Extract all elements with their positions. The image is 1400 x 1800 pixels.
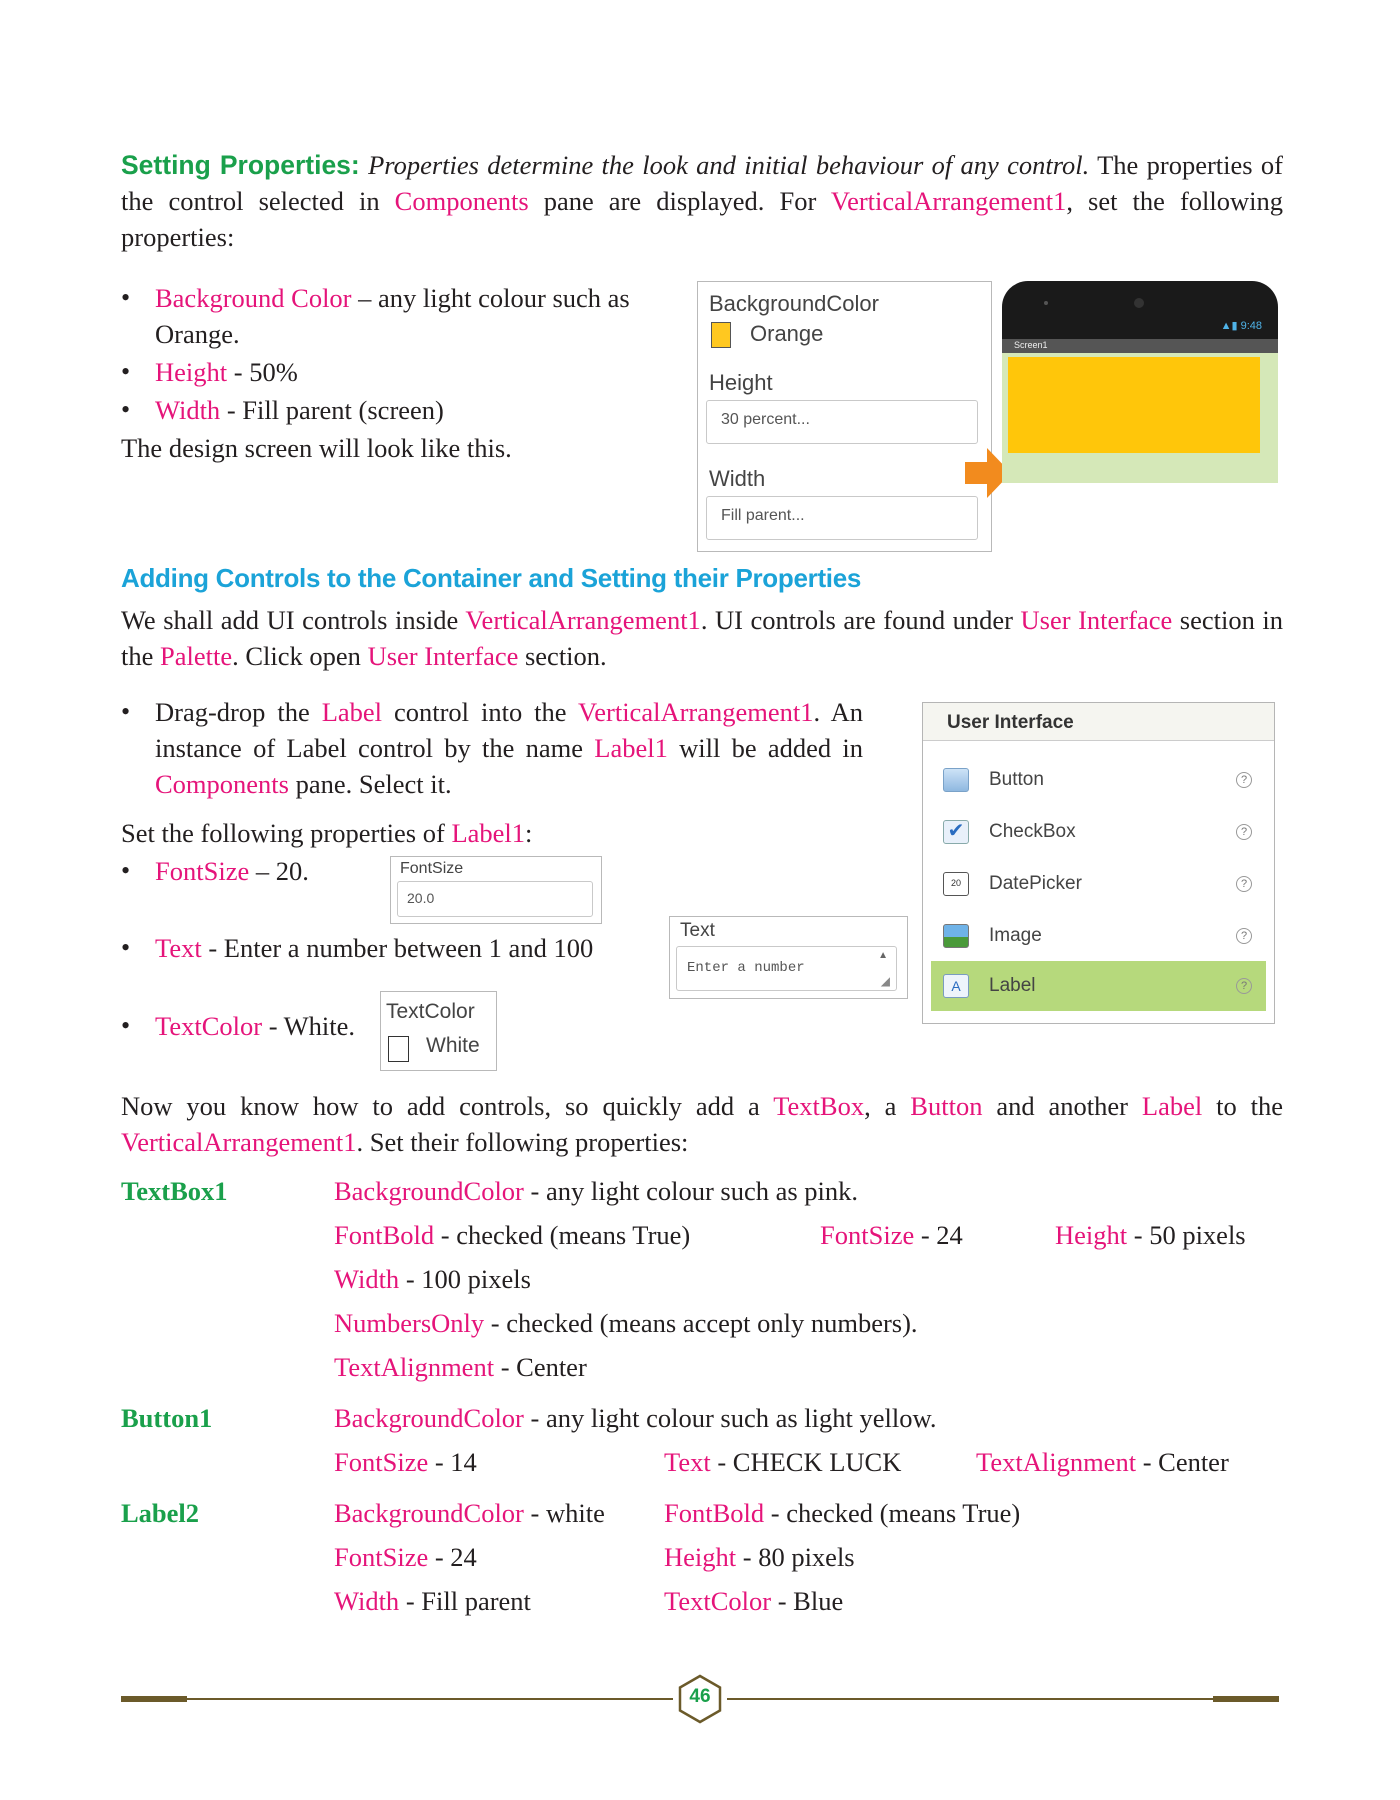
text: control into the: [393, 697, 567, 727]
text: pane. Select it.: [295, 769, 452, 799]
prop-key: TextAlignment: [976, 1447, 1137, 1477]
prop-value: - 24: [428, 1542, 477, 1572]
text: The properties of the control selected in: [121, 150, 1283, 216]
resize-handle-icon[interactable]: ◢: [880, 974, 890, 988]
label2-fontbold: [664, 1495, 1020, 1531]
palette-item-label: Button: [989, 769, 1044, 790]
prop-key: TextColor: [664, 1586, 772, 1616]
palette-item-label: Label: [989, 975, 1036, 996]
textcolor-label: TextColor: [386, 1000, 475, 1023]
term-user-interface: User Interface: [367, 641, 519, 671]
prop-value: - white: [523, 1498, 605, 1528]
prop-key: BackgroundColor: [334, 1498, 524, 1528]
setting-properties-heading: Setting Properties:: [121, 150, 360, 180]
prop-value: - checked (means True): [764, 1498, 1021, 1528]
term-palette: Palette: [160, 641, 233, 671]
label2-bg: [334, 1495, 605, 1531]
text: section.: [524, 641, 607, 671]
prop-value: - Blue: [771, 1586, 844, 1616]
prop-value: - Center: [1136, 1447, 1229, 1477]
term-background-color: Background Color: [155, 283, 352, 313]
prop-key: FontSize: [334, 1542, 429, 1572]
fontsize-property-box: [390, 856, 602, 924]
bullet-dot: •: [121, 395, 131, 424]
prop-key: Width: [334, 1264, 400, 1294]
bullet-dot: •: [121, 283, 131, 312]
image-icon: [943, 924, 969, 948]
width-label: Width: [709, 466, 766, 491]
prop-value: - checked (means accept only numbers).: [484, 1308, 918, 1338]
text: – any light colour such as Orange.: [155, 283, 630, 349]
term-button: Button: [910, 1091, 983, 1121]
phone-screen: [1002, 353, 1278, 483]
text: . UI controls are found under: [700, 605, 1013, 635]
help-icon[interactable]: ?: [1236, 978, 1252, 994]
text: Set the following properties of: [121, 818, 445, 848]
button1-fontsize: [334, 1444, 477, 1480]
term-verticalarrangement1: VerticalArrangement1: [121, 1127, 357, 1157]
term-label: Label: [321, 697, 383, 727]
checkbox-icon: ✔: [943, 820, 969, 844]
label2-heading: Label2: [121, 1498, 200, 1528]
help-icon[interactable]: ?: [1236, 928, 1252, 944]
help-icon[interactable]: ?: [1236, 772, 1252, 788]
status-time: 9:48: [1240, 320, 1262, 332]
prop-key: FontSize: [820, 1220, 915, 1250]
text: and another: [996, 1091, 1128, 1121]
palette-item-button[interactable]: [923, 755, 1274, 805]
text-field[interactable]: [676, 946, 897, 991]
text: - Enter a number between 1 and 100: [201, 933, 594, 963]
list-item: [121, 853, 309, 889]
prop-value: - checked (means True): [434, 1220, 691, 1250]
screen-title: Screen1: [1014, 340, 1048, 350]
bullet-dot: •: [121, 697, 131, 726]
prop-value: - Center: [494, 1352, 587, 1382]
list-item: [121, 1008, 355, 1044]
title-bar: [1002, 339, 1278, 353]
textbox1-width: [334, 1261, 531, 1297]
term-width: Width: [155, 395, 221, 425]
button1-text: [664, 1444, 901, 1480]
quick-add-paragraph: [121, 1088, 1283, 1160]
label-icon: A: [943, 974, 969, 998]
prop-key: NumbersOnly: [334, 1308, 485, 1338]
prop-key: BackgroundColor: [334, 1403, 524, 1433]
palette-item-datepicker[interactable]: [923, 859, 1274, 909]
prop-value: - CHECK LUCK: [710, 1447, 902, 1477]
bullet-dot: •: [121, 933, 131, 962]
signal-icon: ▲▮: [1220, 320, 1238, 332]
palette-item-image[interactable]: [923, 911, 1274, 961]
text-label: Text: [680, 920, 715, 941]
palette-item-checkbox[interactable]: [923, 807, 1274, 857]
button1-heading: Button1: [121, 1403, 213, 1433]
height-label: Height: [709, 370, 773, 395]
properties-panel: [697, 281, 992, 552]
prop-value: - 24: [914, 1220, 963, 1250]
textbox1-bg: [334, 1173, 858, 1209]
term-label1: Label1: [451, 818, 526, 848]
prop-key: Height: [664, 1542, 737, 1572]
prop-value: - any light colour such as light yellow.: [523, 1403, 937, 1433]
bullet-dot: •: [121, 856, 131, 885]
palette-item-label-selected[interactable]: [931, 961, 1266, 1011]
prop-key: TextAlignment: [334, 1352, 495, 1382]
prop-key: FontBold: [664, 1498, 765, 1528]
list-item: [121, 354, 681, 390]
term-components: Components: [394, 186, 529, 216]
prop-key: Height: [1055, 1220, 1128, 1250]
bullet-dot: •: [121, 357, 131, 386]
term-textbox: TextBox: [773, 1091, 865, 1121]
setting-properties-paragraph: [121, 147, 1283, 255]
section2-paragraph: [121, 602, 1283, 674]
label2-width: [334, 1583, 531, 1619]
set-label1-line: [121, 815, 532, 851]
text: section in the: [121, 605, 1284, 671]
text: pane are displayed. For: [543, 186, 817, 216]
phone-camera: [1134, 298, 1144, 308]
textbox1-fontsize: [820, 1217, 963, 1253]
footer-rule-left-thick: [121, 1696, 187, 1702]
section-heading: Adding Controls to the Container and Setting their Properties: [121, 563, 862, 593]
prop-value: - 14: [428, 1447, 477, 1477]
drag-drop-bullet: [121, 694, 863, 802]
help-icon[interactable]: ?: [1236, 876, 1252, 892]
phone-preview: [1002, 281, 1278, 483]
button1-textalignment: [976, 1444, 1229, 1480]
prop-key: Text: [664, 1447, 711, 1477]
text: to the: [1216, 1091, 1284, 1121]
text: will be added in: [679, 733, 863, 763]
label2-fontsize: [334, 1539, 477, 1575]
textbox1-heading: TextBox1: [121, 1176, 228, 1206]
textbox1-textalignment: [334, 1349, 587, 1385]
text: :: [525, 818, 533, 848]
palette-item-label: Image: [989, 925, 1042, 946]
prop-key: FontBold: [334, 1220, 435, 1250]
footer-rule-right-thick: [1213, 1696, 1279, 1702]
height-field[interactable]: 30 percent...: [706, 400, 978, 444]
label2-textcolor: [664, 1583, 843, 1619]
text: , set the following properties:: [121, 186, 1284, 252]
textbox1-height: [1055, 1217, 1246, 1253]
palette-item-label: CheckBox: [989, 821, 1076, 842]
term-components: Components: [155, 769, 289, 799]
phone-sensor: [1044, 301, 1048, 305]
user-interface-palette: [922, 702, 1275, 1024]
prop-key: BackgroundColor: [334, 1176, 524, 1206]
text: . Click open: [232, 641, 361, 671]
page-number-badge: [675, 1674, 725, 1724]
text-property-box: [669, 916, 908, 999]
term-verticalarrangement1: VerticalArrangement1: [465, 605, 701, 635]
label2-height: [664, 1539, 855, 1575]
textbox1-fontbold: [334, 1217, 690, 1253]
fontsize-label: FontSize: [400, 860, 464, 877]
list-item: [121, 280, 681, 352]
palette-title[interactable]: User Interface: [923, 703, 1274, 741]
fontsize-field[interactable]: 20.0: [397, 881, 593, 917]
textcolor-value[interactable]: White: [426, 1034, 480, 1057]
setting-italic: Properties determine the look and initial behaviour of any control.: [368, 150, 1090, 180]
textcolor-property-box: [380, 991, 497, 1071]
footer-rule-right: [727, 1698, 1279, 1700]
list-item: [121, 392, 681, 428]
color-swatch-white[interactable]: [388, 1036, 409, 1062]
prop-value: - 50 pixels: [1127, 1220, 1246, 1250]
text: . An instance of Label control by the name: [155, 697, 864, 763]
bullet-dot: •: [121, 1011, 131, 1040]
vertical-arrangement-preview: [1008, 357, 1260, 453]
term-text: Text: [155, 933, 202, 963]
prop-value: - any light colour such as pink.: [523, 1176, 859, 1206]
term-label: Label: [1141, 1091, 1203, 1121]
textbox1-numbersonly: [334, 1305, 918, 1341]
palette-item-label: DatePicker: [989, 873, 1082, 894]
term-verticalarrangement1: VerticalArrangement1: [578, 697, 814, 727]
prop-value: - Fill parent: [399, 1586, 531, 1616]
bullet-list-1: [121, 280, 681, 466]
button-icon: [943, 768, 969, 792]
term-textcolor: TextColor: [155, 1011, 263, 1041]
text: We shall add UI controls inside: [121, 605, 459, 635]
text: Drag-drop the: [155, 697, 310, 727]
text: . Set their following properties:: [356, 1127, 689, 1157]
spinner-icon[interactable]: ▲: [878, 950, 888, 961]
text-field-value: Enter a number: [687, 960, 805, 976]
text: Now you know how to add controls, so quickly add a: [121, 1091, 760, 1121]
term-fontsize: FontSize: [155, 856, 250, 886]
footer-rule-left: [121, 1698, 673, 1700]
status-bar: [1221, 319, 1262, 332]
backgroundcolor-value[interactable]: Orange: [750, 321, 824, 346]
backgroundcolor-label: BackgroundColor: [709, 291, 879, 316]
page-number: 46: [689, 1686, 711, 1707]
button1-bg: [334, 1400, 937, 1436]
text: - 50%: [227, 357, 298, 387]
term-user-interface: User Interface: [1020, 605, 1173, 635]
prop-key: FontSize: [334, 1447, 429, 1477]
term-height: Height: [155, 357, 228, 387]
color-swatch-orange[interactable]: [711, 322, 731, 348]
term-label1: Label1: [594, 733, 668, 763]
text: , a: [864, 1091, 897, 1121]
prop-key: Width: [334, 1586, 400, 1616]
width-field[interactable]: Fill parent...: [706, 496, 978, 540]
design-note: The design screen will look like this.: [121, 433, 512, 463]
prop-value: - 100 pixels: [399, 1264, 531, 1294]
text: - White.: [262, 1011, 356, 1041]
text: - Fill parent (screen): [220, 395, 444, 425]
text: – 20.: [249, 856, 309, 886]
calendar-icon: 20: [943, 872, 969, 896]
term-verticalarrangement1: VerticalArrangement1: [830, 186, 1067, 216]
list-item: [121, 930, 593, 966]
help-icon[interactable]: ?: [1236, 824, 1252, 840]
prop-value: - 80 pixels: [736, 1542, 855, 1572]
